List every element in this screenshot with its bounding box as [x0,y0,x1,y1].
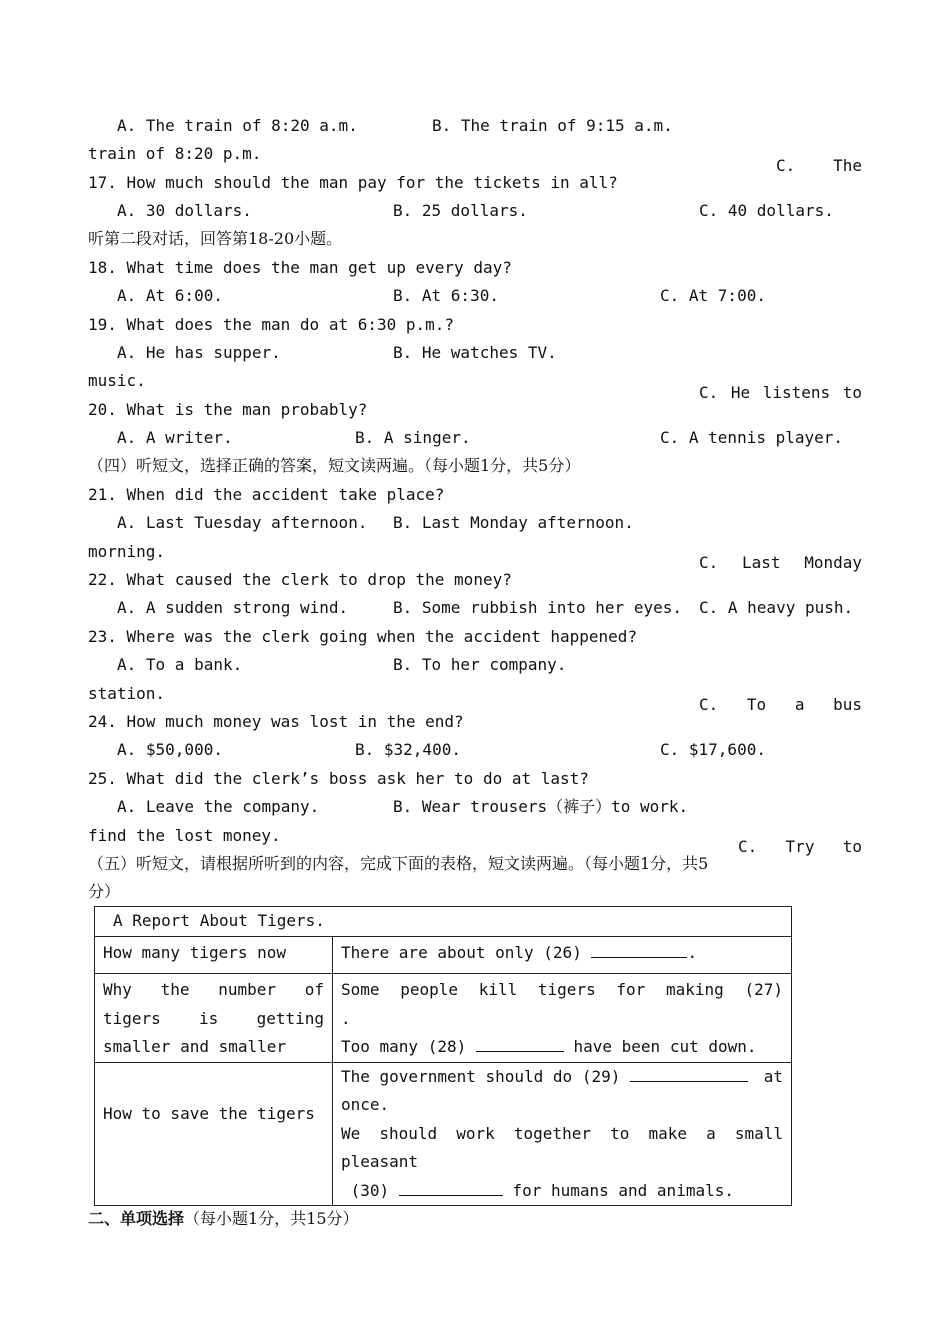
q25-option-c: C. Try to [738,837,862,856]
blank-28 [476,1035,564,1052]
q16-option-a: A. The train of 8:20 a.m. [117,116,358,135]
q16-option-c: C. The [776,156,862,175]
q16-option-c-cont: train of 8:20 p.m. [88,144,262,163]
q19-option-c-cont: music. [88,371,146,390]
section5-instruction: （五）听短文，请根据所听到的内容，完成下面的表格，短文读两遍。（每小题1分，共5 [88,854,709,873]
table-row [95,1062,792,1206]
dialog2-instruction: 听第二段对话，回答第18-20小题。 [88,229,343,248]
q23-option-b: B. To her company. [393,655,567,674]
q21-option-c-cont: morning. [88,542,166,561]
q19-option-b: B. He watches TV. [393,343,557,362]
q20-option-a: A. A writer. [117,428,233,447]
q25-option-a: A. Leave the company. [117,797,320,816]
q23-option-c: C. To a bus [699,695,862,714]
q19-option-a: A. He has supper. [117,343,281,362]
q21-option-a: A. Last Tuesday afternoon. [117,513,368,532]
part2-heading: 二、单项选择（每小题1分，共15分） [88,1209,359,1228]
table-title-row [95,907,792,937]
q19-option-c: C. He listens to [699,383,862,402]
row3-label: How to save the tigers [95,1062,333,1206]
q18-option-a: A. At 6:00. [117,286,223,305]
q24-option-b: B. $32,400. [355,740,461,759]
q25-option-c-cont: find the lost money. [88,826,281,845]
q24-stem: 24. How much money was lost in the end? [88,712,464,731]
section4-instruction: （四）听短文，选择正确的答案，短文读两遍。（每小题1分，共5分） [88,456,581,475]
q24-option-a: A. $50,000. [117,740,223,759]
tiger-report-table [94,906,792,1206]
table-row [95,974,792,1063]
q22-option-b: B. Some rubbish into her eyes. [393,598,682,617]
q22-option-a: A. A sudden strong wind. [117,598,349,617]
q20-option-c: C. A tennis player. [660,428,844,447]
q23-option-c-cont: station. [88,684,166,703]
row2-label: Why the number of tigers is getting smaller and smaller [95,974,333,1063]
row3-content: The government should do (29) at once. We should work together to make a small pleasant (30) for humans and animals. [333,1062,792,1206]
table-row [95,936,792,974]
q17-stem: 17. How much should the man pay for the tickets in all? [88,173,618,192]
table-title: A Report About Tigers. [95,907,792,937]
q16-option-b: B. The train of 9:15 a.m. [432,116,673,135]
q21-option-c: C. Last Monday [699,553,862,572]
blank-30 [399,1179,503,1196]
q23-stem: 23. Where was the clerk going when the accident happened? [88,627,638,646]
q21-stem: 21. When did the accident take place? [88,485,445,504]
q24-option-c: C. $17,600. [660,740,766,759]
row1-label: How many tigers now [95,936,333,974]
q23-option-a: A. To a bank. [117,655,243,674]
q17-option-b: B. 25 dollars. [393,201,528,220]
section5-instruction-cont: 分） [88,882,121,901]
blank-26 [591,941,687,958]
blank-29 [630,1065,748,1082]
row1-content: There are about only (26) . [333,936,792,974]
q18-option-b: B. At 6:30. [393,286,499,305]
row2-content: Some people kill tigers for making (27) . Too many (28) have been cut down. [333,974,792,1063]
q18-option-c: C. At 7:00. [660,286,766,305]
q20-option-b: B. A singer. [355,428,471,447]
q20-stem: 20. What is the man probably? [88,400,368,419]
q17-option-a: A. 30 dollars. [117,201,252,220]
q19-stem: 19. What does the man do at 6:30 p.m.? [88,315,455,334]
q21-option-b: B. Last Monday afternoon. [393,513,634,532]
q25-stem: 25. What did the clerk’s boss ask her to do at last? [88,769,589,788]
q22-stem: 22. What caused the clerk to drop the money? [88,570,512,589]
q25-option-b: B. Wear trousers（裤子）to work. [393,797,689,816]
q22-option-c: C. A heavy push. [699,598,854,617]
q17-option-c: C. 40 dollars. [699,201,834,220]
q18-stem: 18. What time does the man get up every day? [88,258,512,277]
